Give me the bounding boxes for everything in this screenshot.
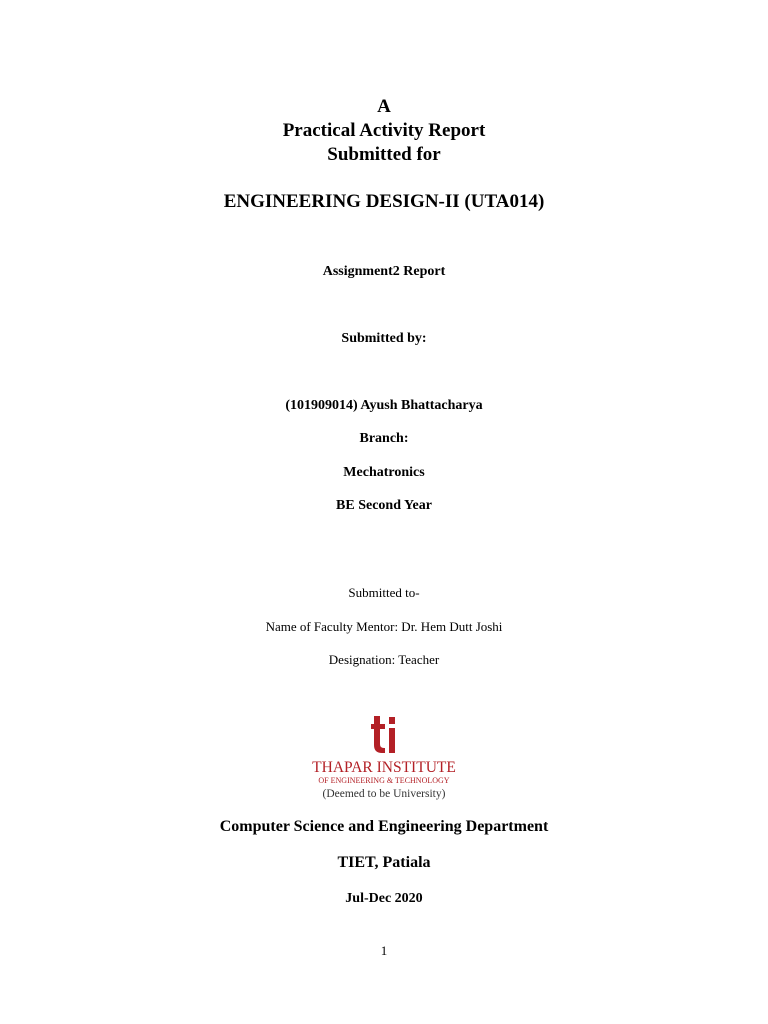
institute-logo bbox=[300, 712, 468, 804]
designation: Designation: Teacher bbox=[328, 652, 440, 667]
session: Jul-Dec 2020 bbox=[345, 891, 423, 906]
institute-location: TIET, Patiala bbox=[337, 854, 431, 871]
submitted-by-label: Submitted by: bbox=[341, 331, 427, 346]
logo-subtitle: OF ENGINEERING & TECHNOLOGY bbox=[318, 776, 450, 785]
ti-logo-icon bbox=[370, 714, 398, 754]
branch-label: Branch: bbox=[359, 431, 409, 446]
branch-value: Mechatronics bbox=[343, 465, 425, 480]
heading-a: A bbox=[377, 96, 391, 117]
submitted-to-label: Submitted to- bbox=[348, 585, 420, 600]
faculty-mentor: Name of Faculty Mentor: Dr. Hem Dutt Joshi bbox=[265, 619, 503, 634]
logo-tagline: (Deemed to be University) bbox=[322, 788, 446, 800]
assignment-title: Assignment2 Report bbox=[322, 264, 446, 279]
logo-institute-name: THAPAR INSTITUTE bbox=[312, 759, 456, 776]
page-number: 1 bbox=[380, 943, 388, 958]
heading-report: Practical Activity Report bbox=[282, 120, 486, 141]
heading-submitted-for: Submitted for bbox=[327, 144, 441, 165]
student-name: (101909014) Ayush Bhattacharya bbox=[285, 398, 483, 413]
course-title: ENGINEERING DESIGN-II (UTA014) bbox=[223, 191, 545, 212]
department-name: Computer Science and Engineering Department bbox=[219, 818, 549, 835]
year-value: BE Second Year bbox=[336, 498, 432, 513]
